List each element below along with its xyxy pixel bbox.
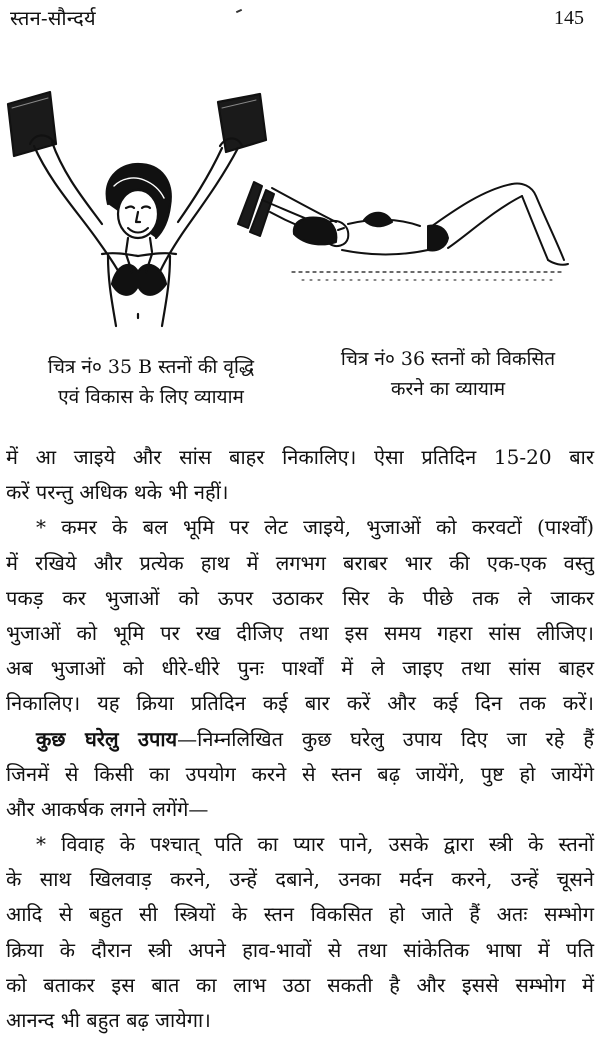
text-line: में रखिये और प्रत्येक हाथ में लगभग बराबर भार की एक-एक वस्तु [6, 550, 594, 575]
figure-35b-caption-line2: एवं विकास के लिए व्यायाम [58, 386, 244, 408]
text-line: के साथ खिलवाड़ करने, उन्हें दबाने, उनका मर्दन करने, उन्हें चूसने [6, 867, 594, 892]
text-line: * कमर के बल भूमि पर लेट जाइये, भुजाओं को करवटों (पार्श्वों) [36, 515, 594, 540]
text-line: क्रिया के दौरान स्त्री अपने हाव-भावों से तथा सांकेतिक भाषा में पति [6, 937, 594, 962]
figure-36-illustration [232, 176, 572, 296]
text-line-heading [6, 722, 594, 757]
text-line: आदि से बहुत सी स्त्रियों के स्तन विकसित हो जाते हैं अतः सम्भोग [6, 902, 594, 927]
text-line: करें परन्तु अधिक थके भी नहीं। [6, 480, 229, 505]
body-text [6, 440, 594, 1038]
text-line: जिनमें से किसी का उपयोग करने से स्तन बढ़ जायेंगे, पुष्ट हो जायेंगे [6, 761, 594, 786]
print-mark [236, 9, 242, 13]
running-title: स्तन-सौन्दर्य [10, 6, 96, 30]
section-heading: कुछ घरेलु उपाय [36, 726, 178, 751]
text-line: को बताकर इस बात का लाभ उठा सकती है और इससे सम्भोग में [6, 972, 594, 997]
text-line: में आ जाइये और सांस बाहर निकालिए। ऐसा प्रतिदिन 15-20 बार [6, 445, 594, 469]
text-line: अब भुजाओं को धीरे-धीरे पुनः पार्श्वों में ले जाइए तथा सांस बाहर [6, 656, 594, 681]
page-number: 145 [554, 7, 584, 29]
text-line: भुजाओं को भूमि पर रख दीजिए तथा इस समय गहरा सांस लीजिए। [6, 620, 594, 645]
figure-36-caption-line2: करने का व्यायाम [390, 378, 506, 400]
figure-35b-caption [6, 352, 296, 412]
text-line: * विवाह के पश्चात् पति का प्यार पाने, उसके द्वारा स्त्री के स्तनों [36, 832, 594, 857]
figure-36-caption-line1: चित्र नं० 36 स्तनों को विकसित [340, 348, 556, 370]
text-line: निकालिए। यह क्रिया प्रतिदिन कई बार करें और कई दिन तक करें। [6, 691, 594, 716]
section-heading-continuation: —निम्नलिखित कुछ घरेलु उपाय दिए जा रहे हैं [177, 726, 594, 751]
figure-area [0, 80, 600, 350]
figure-36-caption [302, 344, 594, 404]
text-line: और आकर्षक लगने लगेंगे— [6, 796, 209, 821]
text-line: पकड़ कर भुजाओं को ऊपर उठाकर सिर के पीछे तक ले जाकर [6, 585, 594, 610]
running-header [10, 6, 590, 34]
figure-35b-illustration [4, 86, 268, 344]
figure-35b-caption-line1: चित्र नं० 35 B स्तनों की वृद्धि [47, 356, 255, 378]
figure-captions [0, 348, 600, 428]
text-line: आनन्द भी बहुत बढ़ जायेगा। [6, 1008, 211, 1032]
